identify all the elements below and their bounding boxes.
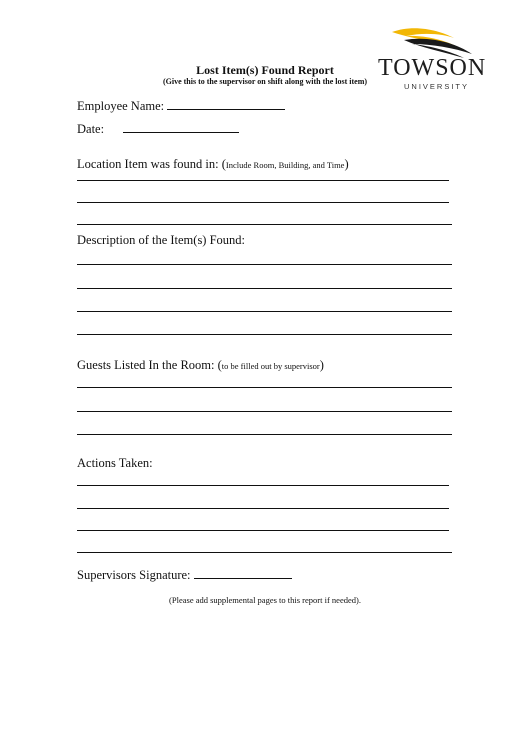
guests-line[interactable] [77,411,452,412]
description-line[interactable] [77,264,452,265]
gold-swoosh-icon [384,24,484,58]
location-line[interactable] [77,224,452,225]
report-subtitle: (Give this to the supervisor on shift along with the lost item) [162,77,368,86]
date-field [77,121,239,137]
guests-label [77,358,324,373]
employee-name-field [77,98,285,114]
location-label-text: Location Item was found in: ( [77,157,226,171]
date-line[interactable] [123,121,239,133]
employee-name-line[interactable] [167,98,285,110]
location-label [77,157,349,172]
location-hint: Include Room, Building, and Time [225,160,345,170]
signature-label: Supervisors Signature: [77,568,191,582]
signature-field [77,567,292,583]
logo-university: UNIVERSITY [404,82,470,91]
guests-label-text: Guests Listed In the Room: ( [77,358,222,372]
guests-hint: to be filled out by supervisor [221,361,320,371]
location-line[interactable] [77,202,449,203]
guests-close: ) [319,358,324,372]
actions-label: Actions Taken: [77,456,153,470]
description-label: Description of the Item(s) Found: [77,233,246,247]
actions-line[interactable] [77,485,449,486]
guests-line[interactable] [77,387,452,388]
report-title: Lost Item(s) Found Report [196,63,334,77]
actions-line[interactable] [77,508,449,509]
supplemental-note: (Please add supplemental pages to this report if needed). [169,595,361,605]
date-label: Date: [77,122,105,136]
description-line[interactable] [77,334,452,335]
actions-line[interactable] [77,530,449,531]
location-close: ) [344,157,349,171]
employee-name-label: Employee Name: [77,99,165,113]
description-line[interactable] [77,311,452,312]
description-line[interactable] [77,288,452,289]
guests-line[interactable] [77,434,452,435]
signature-line[interactable] [194,567,292,579]
logo-wordmark: TOWSON [378,55,487,81]
location-line[interactable] [77,180,449,181]
actions-line[interactable] [77,552,452,553]
